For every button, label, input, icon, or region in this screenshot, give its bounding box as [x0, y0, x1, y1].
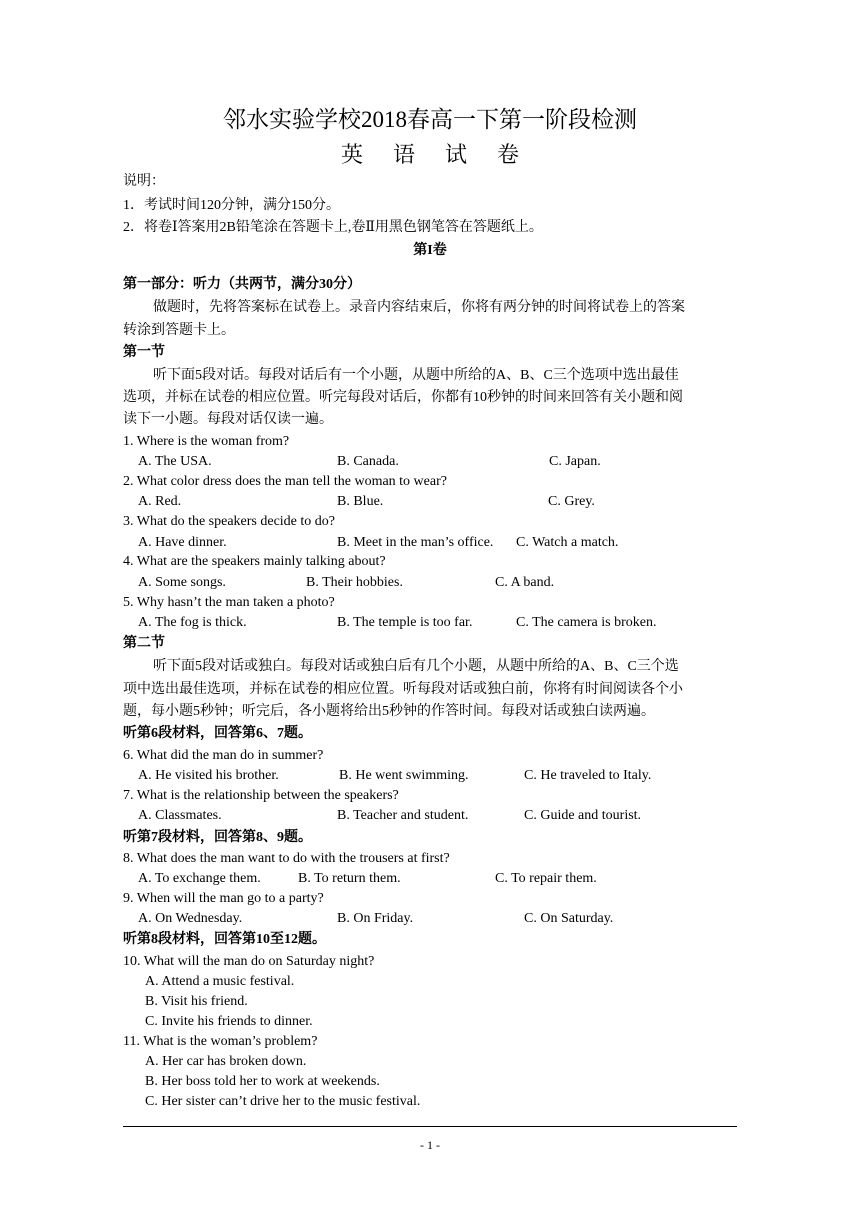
section2-intro-line: 项中选出最佳选项，并标在试卷的相应位置。听每段对话或独白前，你将有时间阅读各个小	[123, 682, 683, 697]
note-2: 2．将卷Ⅰ答案用2B铅笔涂在答题卡上,卷Ⅱ用黑色钢笔答在答题纸上。	[123, 220, 543, 235]
option-c: C. He traveled to Italy.	[524, 768, 652, 783]
question-text: 8. What does the man want to do with the trousers at first?	[123, 851, 450, 866]
material-heading: 听第7段材料，回答第8、9题。	[123, 830, 312, 845]
question-text: 2. What color dress does the man tell the woman to wear?	[123, 474, 447, 489]
option-b: B. Teacher and student.	[337, 808, 469, 823]
option-a: A. Some songs.	[138, 575, 226, 590]
option-b: B. Meet in the man’s office.	[337, 535, 494, 550]
option-a: A. He visited his brother.	[138, 768, 279, 783]
section1-heading: 第一节	[123, 345, 165, 360]
question-text: 1. Where is the woman from?	[123, 434, 290, 449]
option-c: C. On Saturday.	[524, 911, 614, 926]
question-text: 3. What do the speakers decide to do?	[123, 514, 336, 529]
option-b: B. The temple is too far.	[337, 615, 473, 630]
option-a: A. Attend a music festival.	[145, 974, 295, 989]
section2-intro-line: 听下面5段对话或独白。每段对话或独白后有几个小题，从题中所给的A、B、C三个选	[153, 659, 679, 674]
material-heading: 听第8段材料，回答第10至12题。	[123, 932, 326, 947]
question-text: 6. What did the man do in summer?	[123, 748, 324, 763]
option-b: B. He went swimming.	[339, 768, 469, 783]
option-a: A. Her car has broken down.	[145, 1054, 307, 1069]
question-text: 10. What will the man do on Saturday night?	[123, 954, 375, 969]
part1-heading: 第一部分：听力（共两节，满分30分）	[123, 277, 361, 292]
option-a: A. Red.	[138, 494, 182, 509]
question-text: 4. What are the speakers mainly talking about?	[123, 554, 386, 569]
option-a: A. Have dinner.	[138, 535, 227, 550]
option-b: B. Canada.	[337, 454, 399, 469]
option-c: C. Watch a match.	[516, 535, 619, 550]
exam-title: 邻水实验学校2018春高一下第一阶段检测	[223, 107, 637, 132]
page-number: - 1 -	[420, 1138, 440, 1152]
section1-intro-line: 听下面5段对话。每段对话后有一个小题，从题中所给的A、B、C三个选项中选出最佳	[153, 368, 679, 383]
option-c: C. Guide and tourist.	[524, 808, 642, 823]
option-b: B. Visit his friend.	[145, 994, 248, 1009]
material-heading: 听第6段材料，回答第6、7题。	[123, 726, 312, 741]
option-b: B. On Friday.	[337, 911, 414, 926]
option-c: C. Her sister can’t drive her to the music festival.	[145, 1094, 421, 1109]
option-b: B. Blue.	[337, 494, 384, 509]
option-c: C. Grey.	[548, 494, 595, 509]
section1-intro-line: 读下一小题。每段对话仅读一遍。	[123, 412, 333, 427]
part1-intro-line: 做题时，先将答案标在试卷上。录音内容结束后，你将有两分钟的时间将试卷上的答案	[153, 300, 685, 315]
question-text: 9. When will the man go to a party?	[123, 891, 324, 906]
question-text: 7. What is the relationship between the speakers?	[123, 788, 399, 803]
question-text: 11. What is the woman’s problem?	[123, 1034, 318, 1049]
option-a: A. To exchange them.	[138, 871, 261, 886]
section1-intro-line: 选项，并标在试卷的相应位置。听完每段对话后，你都有10秒钟的时间来回答有关小题和阅	[123, 390, 683, 405]
section2-heading: 第二节	[123, 636, 165, 651]
option-b: B. To return them.	[298, 871, 401, 886]
option-b: B. Their hobbies.	[306, 575, 403, 590]
notes-label: 说明：	[123, 174, 165, 189]
volume-heading: 第I卷	[413, 243, 447, 258]
question-text: 5. Why hasn’t the man taken a photo?	[123, 595, 335, 610]
option-c: C. To repair them.	[495, 871, 597, 886]
option-a: A. The fog is thick.	[138, 615, 247, 630]
option-c: C. The camera is broken.	[516, 615, 657, 630]
section2-intro-line: 题，每小题5秒钟；听完后，各小题将给出5秒钟的作答时间。每段对话或独白读两遍。	[123, 704, 655, 719]
footer-divider	[123, 1126, 737, 1127]
exam-subtitle: 英语试卷	[340, 142, 549, 167]
option-c: C. Japan.	[549, 454, 601, 469]
note-1: 1．考试时间120分钟，满分150分。	[123, 198, 340, 213]
option-a: A. The USA.	[138, 454, 212, 469]
option-c: C. A band.	[495, 575, 555, 590]
option-a: A. On Wednesday.	[138, 911, 243, 926]
option-b: B. Her boss told her to work at weekends.	[145, 1074, 380, 1089]
part1-intro-line: 转涂到答题卡上。	[123, 323, 235, 338]
option-c: C. Invite his friends to dinner.	[145, 1014, 313, 1029]
option-a: A. Classmates.	[138, 808, 222, 823]
